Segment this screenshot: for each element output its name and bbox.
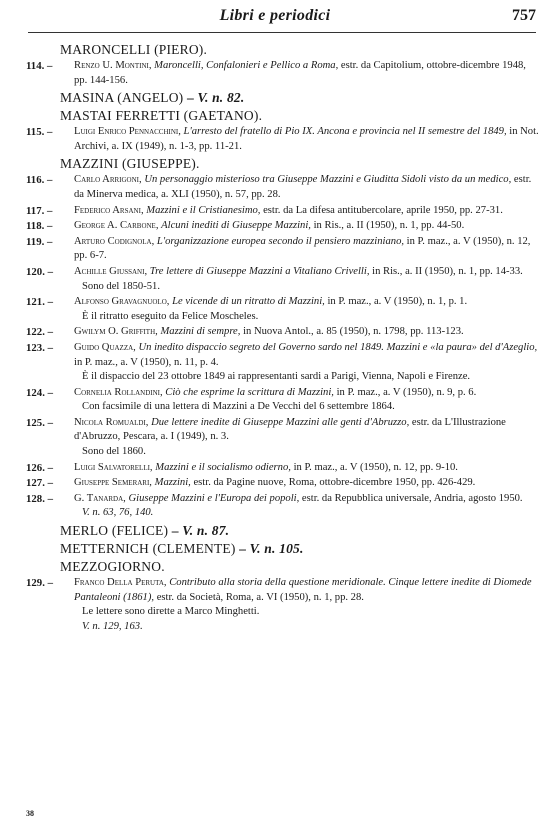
entry-author: Gwilym O. Griffith, <box>74 326 158 338</box>
entry-number: 118. – <box>26 220 53 233</box>
entry-note: È il ritratto eseguito da Felice Moscheles. <box>82 310 259 322</box>
entry-number: 123. – <box>26 341 53 354</box>
entry-see-also: V. n. 129, 163. <box>82 620 143 632</box>
entry-publication: estr. da La difesa antitubercolare, aprile 1950, pp. 27-31. <box>263 204 503 216</box>
entry-publication: in Nuova Antol., a. 85 (1950), n. 1798, pp. 113-123. <box>243 326 464 338</box>
entry-number: 117. – <box>26 204 53 217</box>
entry-title: Mazzini di sempre, <box>160 326 241 338</box>
entry-body <box>74 125 540 154</box>
entry-title: Giuseppe Mazzini e l'Europa dei popoli, <box>128 492 300 504</box>
entry-publication: estr. da Capitolium, ottobre-dicembre 1948, pp. 144-156. <box>74 60 526 86</box>
entry-body <box>74 204 540 219</box>
entry-number: 126. – <box>26 461 53 474</box>
entry-note: Le lettere sono dirette a Marco Minghetti. <box>82 606 260 618</box>
entry-body <box>74 59 540 88</box>
entry-publication: estr. da L'Illustrazione d'Abruzzo, Pescara, a. I (1949), n. 3. <box>74 416 506 443</box>
entry-author: G. Tanarda, <box>74 492 126 504</box>
entry-publication: in P. maz., a. V (1950), n. 9, p. 6. <box>336 386 477 398</box>
entry-number: 125. – <box>26 416 53 429</box>
entry-title: Ciò che esprime la scrittura di Mazzini, <box>165 386 334 398</box>
entry-body <box>74 265 540 280</box>
entry-note: Con facsimile di una lettera di Mazzini a De Vecchi del 6 settembre 1864. <box>82 401 395 413</box>
entry-number: 128. – <box>26 492 53 505</box>
entry-body <box>74 386 540 401</box>
entry-number: 119. – <box>26 235 53 248</box>
entry-publication: estr. da Pagine nuove, Roma, ottobre-dicembre 1950, pp. 426-429. <box>193 477 476 489</box>
bibliography-entry <box>26 59 540 88</box>
entry-author: Cornelia Rollandini, <box>74 386 163 398</box>
entry-title: Maroncelli, Confalonieri e Pellico a Roma, <box>154 60 339 71</box>
subject-heading <box>26 155 540 172</box>
cross-reference: V. n. 105. <box>249 541 304 557</box>
subject-name: MASINA (ANGELO) <box>60 90 184 106</box>
page-title: Libri e periodici <box>219 7 331 24</box>
entry-publication: in Ris., a. II (1950), n. 1, pp. 44-50. <box>313 220 465 232</box>
subject-name: MASTAI FERRETTI (GAETANO). <box>60 108 263 124</box>
heading-separator: – <box>168 523 183 539</box>
entry-author: Guido Quazza, <box>74 341 136 353</box>
entry-publication: in P. maz., a. V (1950), n. 12, pp. 6-7. <box>74 235 531 262</box>
entry-title: Tre lettere di Giuseppe Mazzini a Vitaliano Crivelli, <box>149 265 370 277</box>
subject-heading <box>26 41 540 58</box>
entry-author: Franco Della Peruta, <box>74 577 167 589</box>
subject-name: MERLO (FELICE) <box>60 523 169 539</box>
entry-title: Due lettere inedite di Giuseppe Mazzini alle genti d'Abruzzo, <box>151 416 410 428</box>
entry-note: Sono del 1850-51. <box>82 280 160 292</box>
entry-number: 129. – <box>26 577 53 590</box>
bibliography-entry <box>26 235 540 264</box>
entry-author: Carlo Arrigoni, <box>74 174 142 186</box>
folio-number: 38 <box>26 809 34 818</box>
bibliography-entry <box>26 461 540 476</box>
subject-heading <box>26 89 540 106</box>
entry-body <box>74 461 540 476</box>
entry-number: 121. – <box>26 296 53 309</box>
entry-number: 115. – <box>26 126 53 139</box>
bibliography-entry <box>26 492 540 521</box>
entry-publication: in P. maz., a. V (1950), n. 11, p. 4. <box>74 356 219 368</box>
entry-title: Le vicende di un ritratto di Mazzini, <box>172 296 325 308</box>
entry-author: Alfonso Gravagnuolo, <box>74 296 170 308</box>
subject-heading <box>26 540 540 557</box>
bibliography-list <box>26 40 540 634</box>
entry-author: Federico Arsani, <box>74 204 144 216</box>
entry-title: Contributo alla storia della questione meridionale. Cinque lettere inedite di Diomede Pantaleoni (1861), <box>74 577 532 603</box>
subject-heading <box>26 107 540 124</box>
entry-publication: in Not. Archivi, a. IX (1949), n. 1-3, pp. 11-21. <box>74 126 539 152</box>
entry-author: Achille Giussani, <box>74 265 148 277</box>
entry-publication: estr. da Minerva medica, a. XLI (1950), n. 57, pp. 28. <box>74 174 532 200</box>
subject-name: MAZZINI (GIUSEPPE). <box>60 156 200 172</box>
bibliography-entry <box>26 125 540 154</box>
entry-title: Un personaggio misterioso tra Giuseppe Mazzini e Giuditta Sidoli visto da un medico, <box>144 174 512 186</box>
subject-name: MEZZOGIORNO. <box>60 559 165 575</box>
subject-name: METTERNICH (CLEMENTE) <box>60 541 236 557</box>
subject-heading <box>26 558 540 575</box>
entry-body <box>74 576 540 605</box>
bibliography-entry <box>26 416 540 460</box>
entry-body <box>74 416 540 445</box>
subject-name: MARONCELLI (PIERO). <box>60 42 208 57</box>
entry-title: Mazzini, <box>154 477 191 489</box>
heading-separator: – <box>183 90 198 106</box>
entry-body <box>74 325 540 340</box>
entry-body <box>74 476 540 491</box>
entry-note: Sono del 1860. <box>82 446 146 458</box>
bibliography-entry <box>26 386 540 415</box>
bibliography-entry <box>26 476 540 491</box>
entry-body <box>74 295 540 310</box>
entry-number: 124. – <box>26 386 53 399</box>
entry-author: Giuseppe Semerari, <box>74 477 152 489</box>
heading-separator: – <box>235 541 250 557</box>
entry-body <box>74 492 540 507</box>
entry-title: Mazzini e il Cristianesimo, <box>146 204 261 216</box>
entry-number: 116. – <box>26 174 53 187</box>
entry-title: Un inedito dispaccio segreto del Governo sardo nel 1849. Mazzini e «la paura» del d'Azeglio, <box>138 341 538 353</box>
entry-author: Nicola Romualdi, <box>74 416 149 428</box>
entry-publication: estr. da Repubblica universale, Andria, agosto 1950. <box>301 492 523 504</box>
entry-number: 120. – <box>26 265 53 278</box>
header-rule <box>28 32 536 33</box>
entry-author: Renzo U. Montini, <box>74 60 152 71</box>
entry-see-also: V. n. 63, 76, 140. <box>82 507 154 519</box>
page-number: 757 <box>512 7 536 24</box>
entry-publication: estr. da Società, Roma, a. VI (1950), n. 1, pp. 28. <box>156 591 364 603</box>
entry-author: Arturo Codignola, <box>74 235 155 247</box>
entry-publication: in Ris., a. II (1950), n. 1, pp. 14-33. <box>372 265 523 277</box>
entry-title: L'arresto del fratello di Pio IX. Ancona e provincia nel II semestre del 1849, <box>183 126 507 138</box>
entry-number: 114. – <box>26 60 53 72</box>
entry-body <box>74 341 540 370</box>
entry-author: George A. Carbone, <box>74 220 159 232</box>
bibliography-entry <box>26 295 540 324</box>
entry-title: L'organizzazione europea secondo il pensiero mazziniano, <box>156 235 405 247</box>
entry-publication: in P. maz., a. V (1950), n. 12, pp. 9-10. <box>293 461 458 473</box>
bibliography-entry <box>26 265 540 294</box>
entry-title: Mazzini e il socialismo odierno, <box>155 461 291 473</box>
entry-publication: in P. maz., a. V (1950), n. 1, p. 1. <box>327 296 468 308</box>
bibliography-entry <box>26 325 540 340</box>
subject-heading <box>26 522 540 539</box>
entry-body <box>74 173 540 202</box>
bibliography-entry <box>26 204 540 219</box>
entry-note: È il dispaccio del 23 ottobre 1849 ai rappresentanti sardi a Parigi, Vienna, Napoli e Firenze. <box>82 371 471 383</box>
entry-number: 127. – <box>26 477 53 490</box>
cross-reference: V. n. 82. <box>197 90 245 106</box>
running-head <box>0 0 550 34</box>
entry-body <box>74 219 540 234</box>
entry-title: Alcuni inediti di Giuseppe Mazzini, <box>161 220 311 232</box>
entry-author: Luigi Enrico Pennacchini, <box>74 126 181 138</box>
entry-body <box>74 235 540 264</box>
entry-author: Luigi Salvatorelli, <box>74 461 153 473</box>
bibliography-entry <box>26 576 540 634</box>
cross-reference: V. n. 87. <box>182 523 230 539</box>
bibliography-entry <box>26 341 540 385</box>
entry-number: 122. – <box>26 326 53 339</box>
bibliography-entry <box>26 219 540 234</box>
bibliography-entry <box>26 173 540 202</box>
